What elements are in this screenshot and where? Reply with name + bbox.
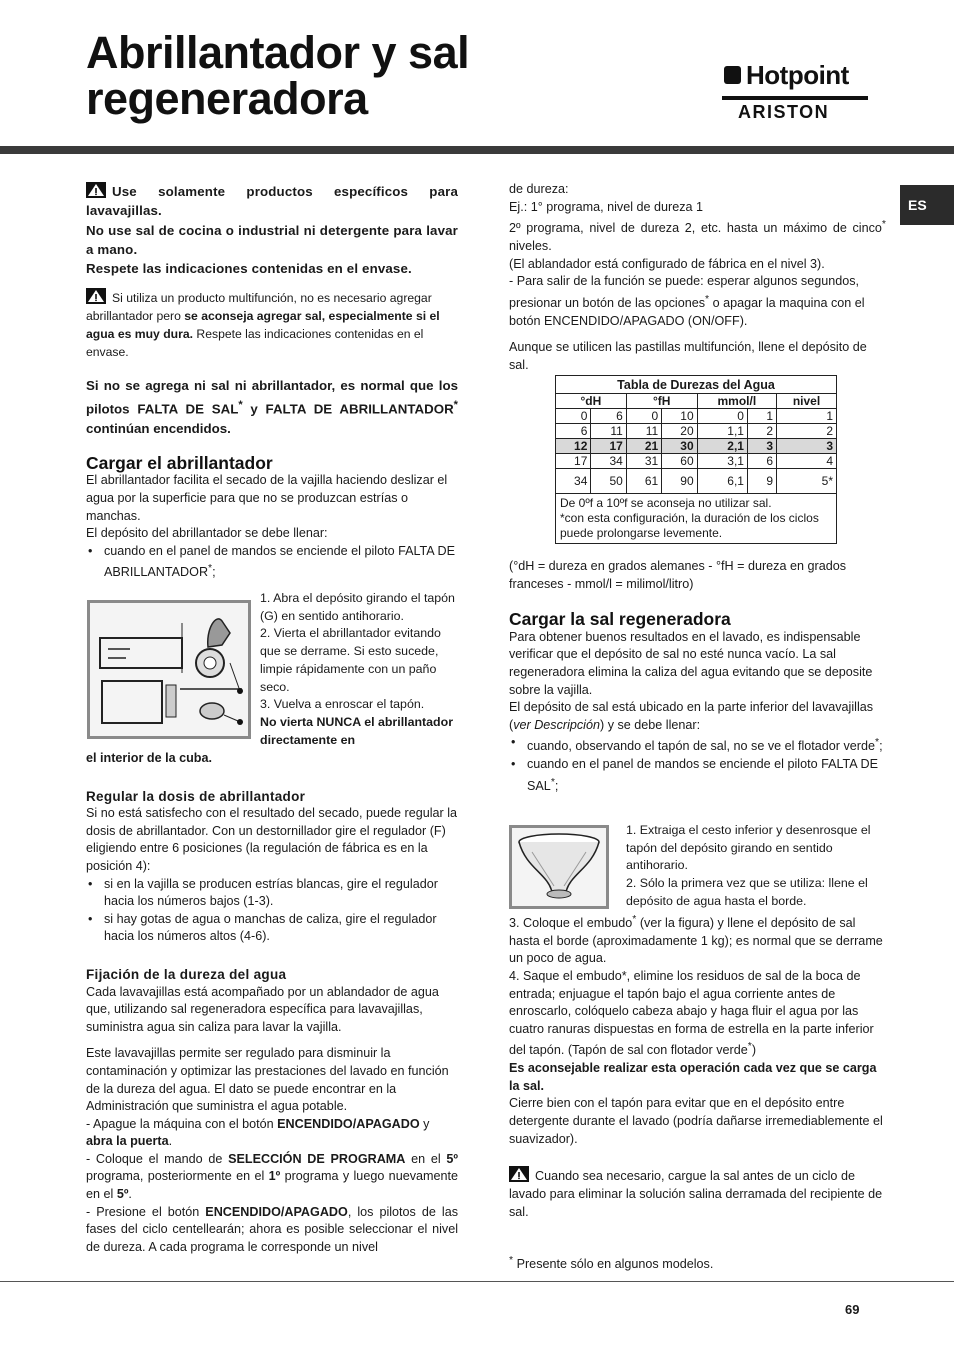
funnel-illustration bbox=[512, 828, 606, 906]
salt-steps-side bbox=[626, 822, 888, 911]
warning-multifunction: Si utiliza un producto multifunción, no es necesario agregar abrillantador pero se aconseja agregar sal, especialmente si el agua es muy dura. Respete las indicaciones contenidas en el envase. bbox=[86, 288, 458, 361]
left-column-lower bbox=[86, 750, 458, 1256]
list-item: • cuando en el panel de mandos se enciende el piloto FALTA DE ABRILLANTADOR*; bbox=[86, 543, 458, 582]
language-tab: ES bbox=[900, 185, 954, 225]
right-column bbox=[509, 181, 886, 374]
heading-salt: Cargar la sal regeneradora bbox=[509, 609, 731, 630]
footer-rule bbox=[0, 1281, 954, 1282]
step-2: 2. Vierta el abrillantador evitando que se derrame. Si esto sucede, limpie rápidamente con un paño seco. bbox=[260, 626, 441, 694]
brand-logo bbox=[722, 60, 868, 126]
salt-step-4: 4. Saque el embudo*, elimine los residuos de sal de la boca de entrada; enjuague el tapón bajo el agua corriente antes de enroscarlo, colóquelo cabeza abajo y haga fluir el agua por las cuatro ranuras dispuestas en forma de estrella en la parte inferior del tapón. (Tapón de sal con flotador verde*) bbox=[509, 968, 874, 1058]
hardness-table bbox=[555, 375, 837, 544]
list-item: • si en la vajilla se producen estrías blancas, gire el regulador hacia los números bajos (1-3). bbox=[86, 876, 458, 911]
step-warning-end: el interior de la cuba. bbox=[86, 751, 212, 765]
left-column bbox=[86, 182, 458, 582]
step-1: 1. Abra el depósito girando el tapón (G) en sentido antihorario. bbox=[260, 591, 455, 623]
warning-icon bbox=[86, 182, 106, 198]
multifunction-salt: Aunque se utilicen las pastillas multifunción, llene el depósito de sal. bbox=[509, 340, 867, 372]
table-row: 34 50 61 90 6,1 9 5* bbox=[556, 469, 837, 494]
heading-rinse-aid: Cargar el abrillantador bbox=[86, 452, 273, 473]
table-title: Tabla de Durezas del Agua bbox=[556, 376, 837, 394]
hardness-text: Este lavavajillas permite ser regulado para disminuir la contaminación y optimizar las prestaciones del lavado en función de la dureza del agua. El dato se puede encontrar en la Administración que suministra el agua potable. bbox=[86, 1046, 449, 1114]
hardness-max: 2º programa, nivel de dureza 2, etc. hasta un máximo de cinco* niveles. bbox=[509, 218, 886, 253]
salt-step-3: 3. Coloque el embudo* (ver la figura) y llene el depósito de sal hasta el borde (aproximadamente 1 kg); es normal que se derrame un poco de agua. bbox=[509, 913, 883, 966]
logo-sub: ARISTON bbox=[738, 102, 830, 122]
table-row: 17 34 31 60 3,1 6 4 bbox=[556, 454, 837, 469]
funnel-figure bbox=[509, 825, 609, 909]
step-warning: No vierta NUNCA el abrillantador directamente en bbox=[260, 714, 454, 747]
page-title: Abrillantador y sal regeneradora bbox=[86, 27, 470, 124]
rinse-aid-figure bbox=[87, 600, 251, 739]
heading-hardness: Fijación de la dureza del agua bbox=[86, 966, 287, 982]
right-column-lower bbox=[509, 558, 886, 796]
warning-icon bbox=[86, 288, 106, 304]
table-header: nivel bbox=[777, 394, 837, 409]
header-rule bbox=[0, 146, 954, 154]
hardness-step-2: - Coloque el mando de SELECCIÓN DE PROGRAMA en el 5º programa, posteriormente en el 1º programa y luego nuevamente en el 5º. bbox=[86, 1151, 459, 1202]
table-row-factory: 12 17 21 30 2,1 3 3 bbox=[556, 439, 837, 454]
logo-mark-icon bbox=[724, 66, 741, 84]
units-legend: (°dH = dureza en grados alemanes - °fH = dureza en grados franceses - mmol/l = milimol/litro) bbox=[509, 559, 846, 591]
table-header: °dH bbox=[556, 394, 627, 409]
dispenser-illustration bbox=[90, 603, 248, 736]
list-item: • cuando en el panel de mandos se enciende el piloto FALTA DE SAL*; bbox=[509, 756, 886, 795]
salt-warning: Cuando sea necesario, cargue la sal antes de un ciclo de lavado para eliminar la solución salina derramada del recipiente de sal. bbox=[509, 1166, 886, 1221]
salt-location: El depósito de sal está ubicado en la parte inferior del lavavajillas (ver Descripción) y se debe llenar: bbox=[509, 700, 874, 732]
logo-brand: Hotpoint bbox=[746, 60, 849, 90]
warning-icon bbox=[509, 1166, 529, 1182]
table-row: 6 11 11 20 1,1 2 2 bbox=[556, 424, 837, 439]
salt-step-2: 2. Sólo la primera vez que se utiliza: llene el depósito de agua hasta el borde. bbox=[626, 876, 868, 908]
list-item: • si hay gotas de agua o manchas de caliza, gire el regulador hacia los números altos (4-6). bbox=[86, 911, 458, 946]
table-header: mmol/l bbox=[697, 394, 776, 409]
table-row: 0 6 0 10 0 1 1 bbox=[556, 409, 837, 424]
rinse-aid-fill: El depósito del abrillantador se debe llenar: bbox=[86, 526, 328, 541]
rinse-aid-steps bbox=[260, 590, 460, 749]
dosage-text: Si no está satisfecho con el resultado del secado, puede regular la dosis de abrillantador. Con un destornillador gire el regulador (F) eligiendo entre 6 posiciones (la regulación de fábrica es en la posición 4): bbox=[86, 806, 458, 873]
salt-intro: Para obtener buenos resultados en el lavado, es indispensable verificar que el depósito de sal no esté nunca vacío. La sal regeneradora elimina la caliza del agua evitando que se deposite sobre la vajilla. bbox=[509, 629, 873, 697]
warning-products: Use solamente productos específicos para lavavajillas. No use sal de cocina o industrial ni detergente para lavar a mano. Respete las indicaciones contenidas en el envase. bbox=[86, 184, 458, 277]
table-notes: De 0ºf a 10ºf se aconseja no utilizar sal. *con esta configuración, la duración de los ciclos puede prolongarse levemente. bbox=[556, 494, 837, 544]
hardness-step-1: - Apague la máquina con el botón ENCENDIDO/APAGADO y abra la puerta. bbox=[86, 1116, 430, 1149]
salt-steps bbox=[509, 911, 886, 1221]
heading-dosage: Regular la dosis de abrillantador bbox=[86, 788, 306, 804]
exit-function: - Para salir de la función se puede: esperar algunos segundos, presionar un botón de las opciones* o apagar la maquina con el botón ENCENDIDO/APAGADO (ON/OFF). bbox=[509, 274, 865, 328]
hardness-example: Ej.: 1° programa, nivel de dureza 1 bbox=[509, 199, 704, 214]
footnote: * Presente sólo en algunos modelos. bbox=[509, 1254, 714, 1272]
hardness-cont: de dureza: bbox=[509, 182, 569, 196]
salt-advice: Es aconsejable realizar esta operación cada vez que se carga la sal. bbox=[509, 1061, 877, 1093]
hardness-intro: Cada lavavajillas está acompañado por un ablandador de agua que, utilizando sal regeneradora específica para lavavajillas, suministra agua sin caliza para lavar la vajilla. bbox=[86, 984, 439, 1034]
table-header: °fH bbox=[626, 394, 697, 409]
step-3: 3. Vuelva a enroscar el tapón. bbox=[260, 697, 425, 712]
hardness-step-3: - Presione el botón ENCENDIDO/APAGADO, los pilotos de las fases del ciclo centellearán; ahora es posible seleccionar el nivel de dureza. A cada programa le corresponde un nivel bbox=[86, 1204, 458, 1254]
salt-close: Cierre bien con el tapón para evitar que en el depósito entre detergente durante el lavado (podría dañarse irremediablemente el suavizador). bbox=[509, 1096, 883, 1146]
list-item: • cuando, observando el tapón de sal, no se ve el flotador verde*; bbox=[509, 734, 886, 756]
factory-setting: (El ablandador está configurado de fábrica en el nivel 3). bbox=[509, 256, 825, 271]
pilots-note: Si no se agrega ni sal ni abrillantador, es normal que los pilotos FALTA DE SAL* y FALTA DE ABRILLANTADOR* continúan encendidos. bbox=[86, 378, 458, 436]
rinse-aid-intro: El abrillantador facilita el secado de la vajilla haciendo deslizar el agua por la superficie para que no se produzcan estrías o manchas. bbox=[86, 473, 448, 523]
page-number: 69 bbox=[845, 1302, 860, 1317]
salt-step-1: 1. Extraiga el cesto inferior y desenrosque el tapón del depósito girando en sentido antihorario. bbox=[626, 823, 871, 873]
